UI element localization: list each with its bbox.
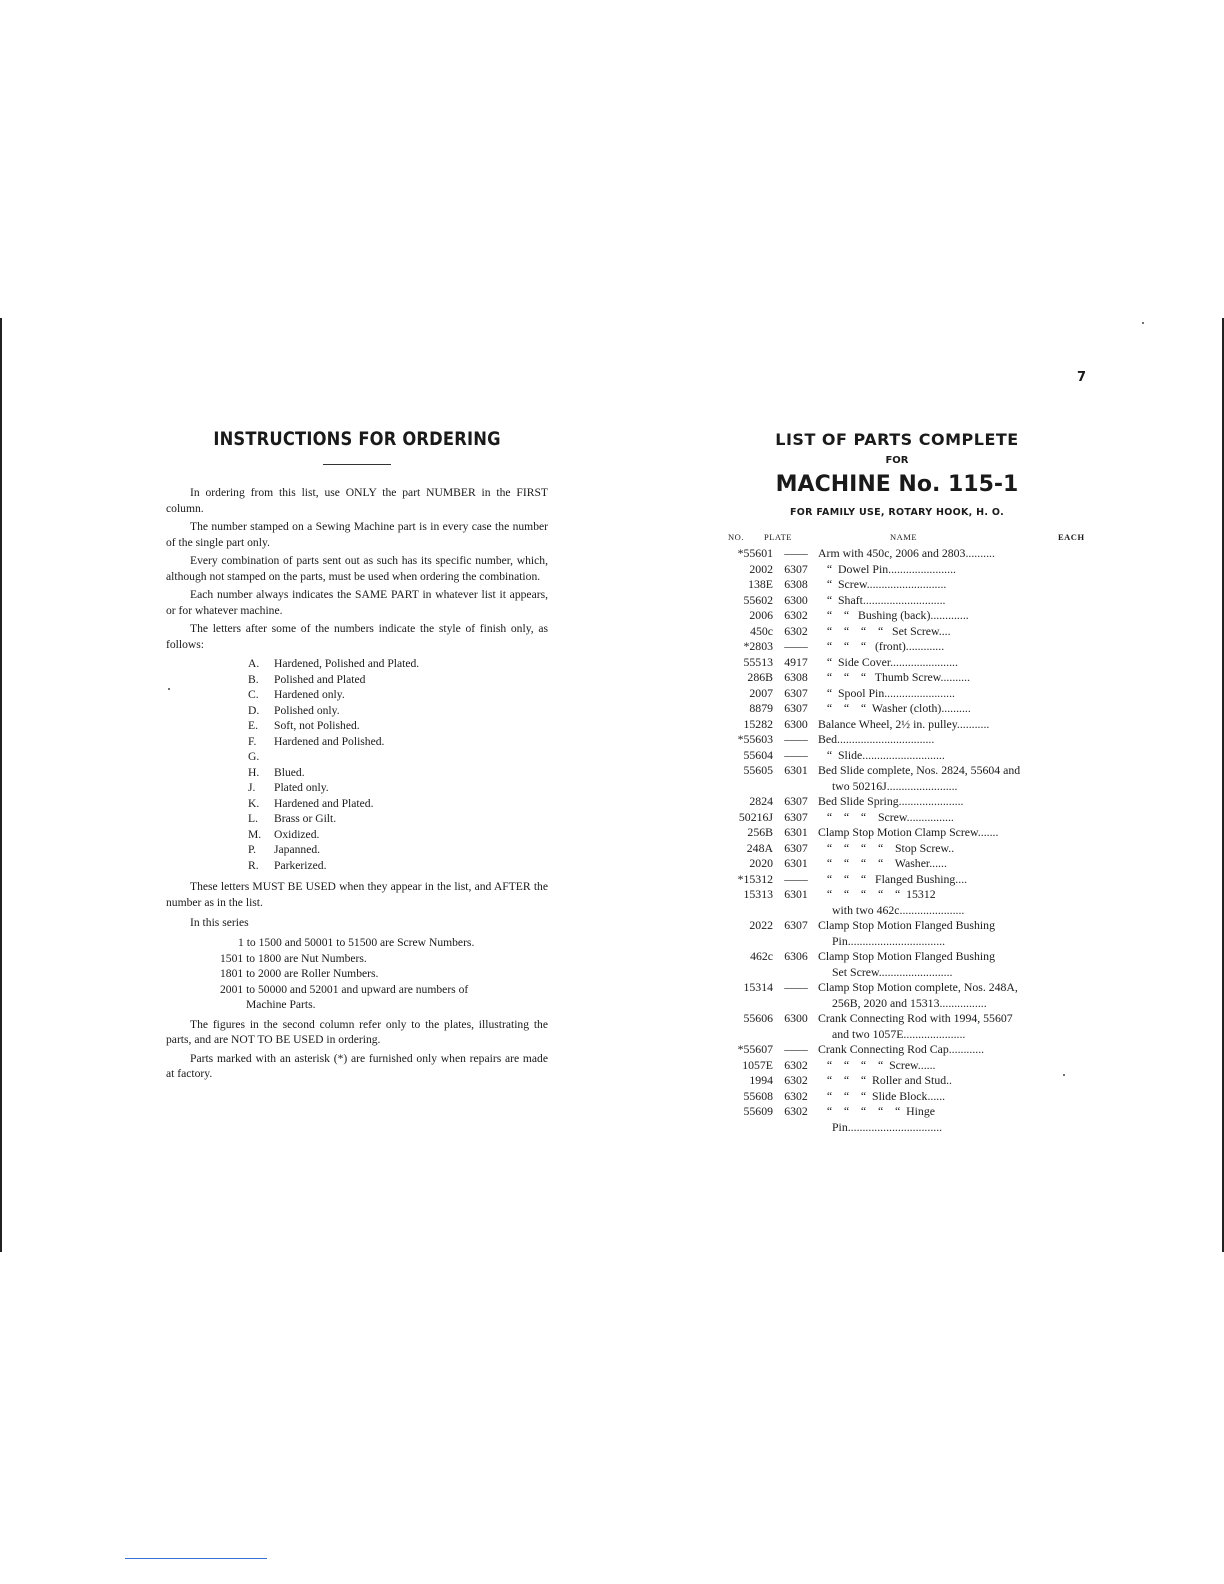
finish-description: Hardened, Polished and Plated. xyxy=(274,657,420,670)
part-plate: 6301 xyxy=(784,763,808,777)
header-plate: PLATE xyxy=(764,532,792,542)
finish-item xyxy=(248,656,548,672)
part-name xyxy=(818,810,1058,826)
part-number: 15282 xyxy=(743,716,773,731)
part-plate: —— xyxy=(784,747,808,762)
finish-description: Brass or Gilt. xyxy=(274,812,337,825)
part-name-line: “ “ “ “ “ 15312 xyxy=(818,887,936,901)
finish-item xyxy=(248,687,548,703)
series-item: 1501 to 1800 are Nut Numbers. xyxy=(220,951,367,965)
part-number: 55604 xyxy=(743,747,773,762)
part-number: 55609 xyxy=(743,1104,773,1118)
finish-description: Soft, not Polished. xyxy=(274,719,360,732)
part-name-line: two 50216J........................ xyxy=(832,778,958,793)
finish-item xyxy=(248,858,548,874)
part-name xyxy=(818,872,1058,888)
part-name-line: Clamp Stop Motion complete, Nos. 248A, xyxy=(818,980,1018,994)
finish-letter: J. xyxy=(248,781,256,794)
series-item xyxy=(166,982,548,1013)
part-row xyxy=(722,918,1082,949)
part-plate: 6307 xyxy=(784,809,808,824)
part-name-line: “ “ “ “ “ Hinge xyxy=(818,1104,935,1118)
part-name-line: “ “ Bushing (back)............. xyxy=(818,608,969,622)
part-plate: 6301 xyxy=(784,825,808,839)
part-row xyxy=(722,748,1082,764)
part-name xyxy=(818,1089,1058,1105)
part-name xyxy=(818,701,1058,717)
part-plate: 6300 xyxy=(784,592,808,607)
part-name xyxy=(818,841,1058,857)
part-plate: 6302 xyxy=(784,623,808,638)
part-name xyxy=(818,670,1058,686)
part-name xyxy=(818,732,1058,748)
part-plate: 6302 xyxy=(784,1057,808,1072)
finish-item xyxy=(248,672,548,688)
finish-description: Oxidized. xyxy=(274,827,320,841)
part-name-line: “ “ “ Washer (cloth).......... xyxy=(818,701,971,715)
part-name-line: “ “ “ Flanged Bushing.... xyxy=(818,871,968,886)
series-item: 1801 to 2000 are Roller Numbers. xyxy=(220,967,379,980)
part-number: 8879 xyxy=(749,701,773,715)
part-number: 138E xyxy=(748,577,773,591)
part-row xyxy=(722,639,1082,655)
part-plate: —— xyxy=(784,639,808,653)
part-number: 55608 xyxy=(743,1088,773,1103)
part-name xyxy=(818,562,1058,578)
part-row xyxy=(722,949,1082,980)
part-number: 2020 xyxy=(749,856,773,870)
parts-table xyxy=(722,546,1082,1135)
part-plate: 6307 xyxy=(784,685,808,700)
finish-description: Hardened and Plated. xyxy=(274,796,374,810)
part-row xyxy=(722,593,1082,609)
part-number: 462c xyxy=(750,949,773,963)
part-number: *2803 xyxy=(743,639,773,653)
part-name xyxy=(818,686,1058,702)
paragraph: Every combination of parts sent out as such has its specific number, which, although not stamped on the parts, must be used when ordering the combination. xyxy=(166,554,548,583)
part-plate: 6308 xyxy=(784,670,808,684)
part-number: 450c xyxy=(750,623,773,638)
finish-letter: M. xyxy=(248,827,262,841)
part-plate: 6302 xyxy=(784,1088,808,1103)
series-heading: In this series xyxy=(190,916,249,929)
part-name-line: “ Shaft............................ xyxy=(818,592,946,607)
part-number: 15313 xyxy=(743,887,773,901)
finish-letter: R. xyxy=(248,858,259,872)
series-item-text: 2001 to 50000 and 52001 and upward are numbers of xyxy=(220,982,469,996)
finish-letter: A. xyxy=(248,657,260,670)
part-name-line: Balance Wheel, 2½ in. pulley........... xyxy=(818,716,990,731)
part-row xyxy=(722,841,1082,857)
part-name xyxy=(818,748,1058,764)
part-plate: —— xyxy=(784,732,808,746)
part-name xyxy=(818,1042,1058,1058)
part-row xyxy=(722,794,1082,810)
part-name xyxy=(818,577,1058,593)
part-name-line: “ “ “ Roller and Stud.. xyxy=(818,1073,953,1087)
part-row xyxy=(722,624,1082,640)
finish-letter: H. xyxy=(248,765,260,779)
part-name xyxy=(818,1104,1058,1135)
part-number: 15314 xyxy=(743,980,773,994)
part-plate: 6307 xyxy=(784,840,808,855)
part-number: 2002 xyxy=(749,561,773,576)
part-plate: 6307 xyxy=(784,701,808,715)
part-plate: 6301 xyxy=(784,887,808,901)
part-row xyxy=(722,763,1082,794)
page-edge-left xyxy=(0,318,2,1252)
part-name xyxy=(818,856,1058,872)
part-row xyxy=(722,732,1082,748)
finish-letter: F. xyxy=(248,734,257,748)
part-row xyxy=(722,546,1082,562)
part-number: *55601 xyxy=(737,546,773,560)
finish-code-list xyxy=(248,656,548,873)
part-name xyxy=(818,624,1058,640)
finish-description: Plated only. xyxy=(274,781,329,794)
part-name-line: “ “ “ (front)............. xyxy=(818,639,945,653)
part-plate: 4917 xyxy=(784,654,808,669)
part-name-line: “ “ “ “ Screw...... xyxy=(818,1057,936,1072)
parts-list-page xyxy=(722,430,1085,1135)
part-name-line: “ Dowel Pin....................... xyxy=(818,561,956,576)
part-row xyxy=(722,701,1082,717)
finish-item xyxy=(248,718,548,734)
part-name xyxy=(818,639,1058,655)
finish-description: Polished only. xyxy=(274,703,340,717)
finish-item xyxy=(248,734,548,750)
part-name xyxy=(818,763,1058,794)
part-number: 286B xyxy=(747,670,773,684)
part-number: 2006 xyxy=(749,608,773,622)
part-name xyxy=(818,980,1058,1011)
finish-description: Japanned. xyxy=(274,843,321,856)
header-each: EACH xyxy=(1058,532,1085,542)
part-name-line: Crank Connecting Rod with 1994, 55607 xyxy=(818,1011,1013,1025)
part-plate: —— xyxy=(784,980,808,994)
part-number: *15312 xyxy=(737,871,773,886)
part-number: 1994 xyxy=(749,1073,773,1087)
finish-item xyxy=(248,796,548,812)
part-name-line: Pin................................. xyxy=(832,933,946,948)
list-title: LIST OF PARTS COMPLETE xyxy=(775,430,1019,449)
part-plate: —— xyxy=(784,871,808,886)
must-use-note: These letters MUST BE USED when they appear in the list, and AFTER the number as in the list. xyxy=(166,880,548,909)
part-number: 248A xyxy=(746,840,773,855)
part-row xyxy=(722,1104,1082,1135)
part-name xyxy=(818,1058,1058,1074)
part-plate: 6308 xyxy=(784,577,808,591)
part-name-line: and two 1057E..................... xyxy=(832,1026,966,1041)
part-row xyxy=(722,1058,1082,1074)
bottom-rule xyxy=(125,1558,267,1559)
part-name xyxy=(818,794,1058,810)
finish-letter: D. xyxy=(248,703,260,717)
finish-letter: E. xyxy=(248,719,258,732)
part-name xyxy=(818,717,1058,733)
part-name-line: Clamp Stop Motion Clamp Screw....... xyxy=(818,825,999,839)
instructions-page xyxy=(166,428,548,1085)
part-name-line: Crank Connecting Rod Cap............ xyxy=(818,1042,985,1056)
part-plate: 6300 xyxy=(784,716,808,731)
series-item: 1 to 1500 and 50001 to 51500 are Screw Numbers. xyxy=(238,936,475,949)
part-row xyxy=(722,1011,1082,1042)
part-number: 2007 xyxy=(749,685,773,700)
part-plate: 6307 xyxy=(784,918,808,932)
part-plate: 6306 xyxy=(784,949,808,963)
part-name-line: Set Screw......................... xyxy=(832,964,953,979)
part-name-line: Bed Slide Spring...................... xyxy=(818,794,964,808)
figures-note: The figures in the second column refer only to the plates, illustrating the parts, and are NOT TO BE USED in ordering. xyxy=(166,1017,548,1046)
paragraph: Each number always indicates the SAME PART in whatever list it appears, or for whatever machine. xyxy=(166,588,548,617)
title-underline xyxy=(323,464,391,465)
part-name-line: “ “ “ Screw................ xyxy=(818,809,954,824)
finish-item xyxy=(248,749,548,765)
finish-description: Hardened and Polished. xyxy=(274,734,385,748)
part-number: 55606 xyxy=(743,1011,773,1025)
part-row xyxy=(722,655,1082,671)
part-plate: 6307 xyxy=(784,561,808,576)
part-name-line: Arm with 450c, 2006 and 2803.......... xyxy=(818,546,995,560)
part-name xyxy=(818,1073,1058,1089)
part-number: 2824 xyxy=(749,794,773,808)
series-item-text: Machine Parts. xyxy=(246,998,316,1011)
finish-item xyxy=(248,703,548,719)
finish-item xyxy=(248,842,548,858)
part-name xyxy=(818,1011,1058,1042)
instructions-title: INSTRUCTIONS FOR ORDERING xyxy=(213,428,501,450)
finish-description: Blued. xyxy=(274,765,305,779)
part-row xyxy=(722,577,1082,593)
part-plate: 6302 xyxy=(784,608,808,622)
part-name xyxy=(818,949,1058,980)
part-number: 55602 xyxy=(743,592,773,607)
part-row xyxy=(722,887,1082,918)
part-name xyxy=(818,546,1058,562)
part-name-line: “ “ “ “ Set Screw.... xyxy=(818,623,951,638)
header-name: NAME xyxy=(890,532,918,542)
part-row xyxy=(722,810,1082,826)
part-name-line: Bed Slide complete, Nos. 2824, 55604 and xyxy=(818,763,1021,777)
part-name-line: “ “ “ Slide Block...... xyxy=(818,1088,946,1103)
part-number: *55603 xyxy=(737,732,773,746)
part-row xyxy=(722,670,1082,686)
part-name xyxy=(818,593,1058,609)
part-name xyxy=(818,887,1058,918)
part-name-line: “ Slide............................ xyxy=(818,747,945,762)
part-name-line: Pin................................ xyxy=(832,1119,943,1134)
part-plate: 6301 xyxy=(784,856,808,870)
part-name-line: “ “ “ Thumb Screw.......... xyxy=(818,670,971,684)
part-plate: 6307 xyxy=(784,794,808,808)
speck-mark xyxy=(1142,322,1144,324)
part-plate: 6302 xyxy=(784,1104,808,1118)
part-row xyxy=(722,1089,1082,1105)
part-row xyxy=(722,856,1082,872)
part-number: 50216J xyxy=(738,809,773,824)
part-number: *55607 xyxy=(737,1042,773,1056)
finish-letter: B. xyxy=(248,672,259,686)
finish-letter: C. xyxy=(248,688,259,701)
part-name xyxy=(818,608,1058,624)
part-plate: —— xyxy=(784,1042,808,1056)
finish-description: Hardened only. xyxy=(274,688,345,701)
paragraph: The number stamped on a Sewing Machine part is in every case the number of the single part only. xyxy=(166,520,548,549)
finish-description: Polished and Plated xyxy=(274,672,366,686)
page-number: 7 xyxy=(1077,370,1087,385)
part-name-line: “ Spool Pin........................ xyxy=(818,685,955,700)
part-number: 1057E xyxy=(742,1057,773,1072)
machine-title: MACHINE No. 115-1 xyxy=(775,472,1019,497)
part-row xyxy=(722,608,1082,624)
finish-letter: P. xyxy=(248,843,257,856)
machine-subtitle: FOR FAMILY USE, ROTARY HOOK, H. O. xyxy=(789,507,1005,518)
finish-item xyxy=(248,780,548,796)
part-number: 55605 xyxy=(743,763,773,777)
paragraph: In ordering from this list, use ONLY the part NUMBER in the FIRST column. xyxy=(166,486,548,515)
part-name-line: “ “ “ “ Stop Screw.. xyxy=(818,840,955,855)
finish-letter: L. xyxy=(248,812,258,825)
part-row xyxy=(722,562,1082,578)
number-series-list xyxy=(166,935,548,1013)
part-plate: 6302 xyxy=(784,1073,808,1087)
part-row xyxy=(722,686,1082,702)
part-name-line: Bed................................. xyxy=(818,732,935,746)
part-row xyxy=(722,1073,1082,1089)
finish-item xyxy=(248,811,548,827)
part-name xyxy=(818,918,1058,949)
part-plate: 6300 xyxy=(784,1011,808,1025)
finish-letter: K. xyxy=(248,796,260,810)
finish-item xyxy=(248,765,548,781)
part-row xyxy=(722,1042,1082,1058)
finish-item xyxy=(248,827,548,843)
part-name-line: “ “ “ “ Washer...... xyxy=(818,856,947,870)
part-row xyxy=(722,717,1082,733)
header-no: NO. xyxy=(728,532,744,542)
finish-description: Parkerized. xyxy=(274,858,327,872)
part-plate: —— xyxy=(784,546,808,560)
asterisk-note: Parts marked with an asterisk (*) are furnished only when repairs are made at factory. xyxy=(166,1051,548,1080)
part-name-line: Clamp Stop Motion Flanged Bushing xyxy=(818,949,995,963)
part-name-line: Clamp Stop Motion Flanged Bushing xyxy=(818,918,995,932)
part-name-line: with two 462c...................... xyxy=(832,902,965,917)
part-number: 2022 xyxy=(749,918,773,932)
part-row xyxy=(722,980,1082,1011)
column-headers xyxy=(722,532,1085,546)
part-name-line: “ Screw........................... xyxy=(818,577,947,591)
paragraph: The letters after some of the numbers indicate the style of finish only, as follows: xyxy=(166,622,548,651)
finish-letter: G. xyxy=(248,750,260,763)
list-for: FOR xyxy=(885,455,909,466)
part-name xyxy=(818,655,1058,671)
part-name-line: “ Side Cover....................... xyxy=(818,654,958,669)
part-number: 256B xyxy=(747,825,773,839)
part-row xyxy=(722,825,1082,841)
part-name-line: 256B, 2020 and 15313................ xyxy=(832,995,987,1010)
part-name xyxy=(818,825,1058,841)
part-number: 55513 xyxy=(743,654,773,669)
part-row xyxy=(722,872,1082,888)
